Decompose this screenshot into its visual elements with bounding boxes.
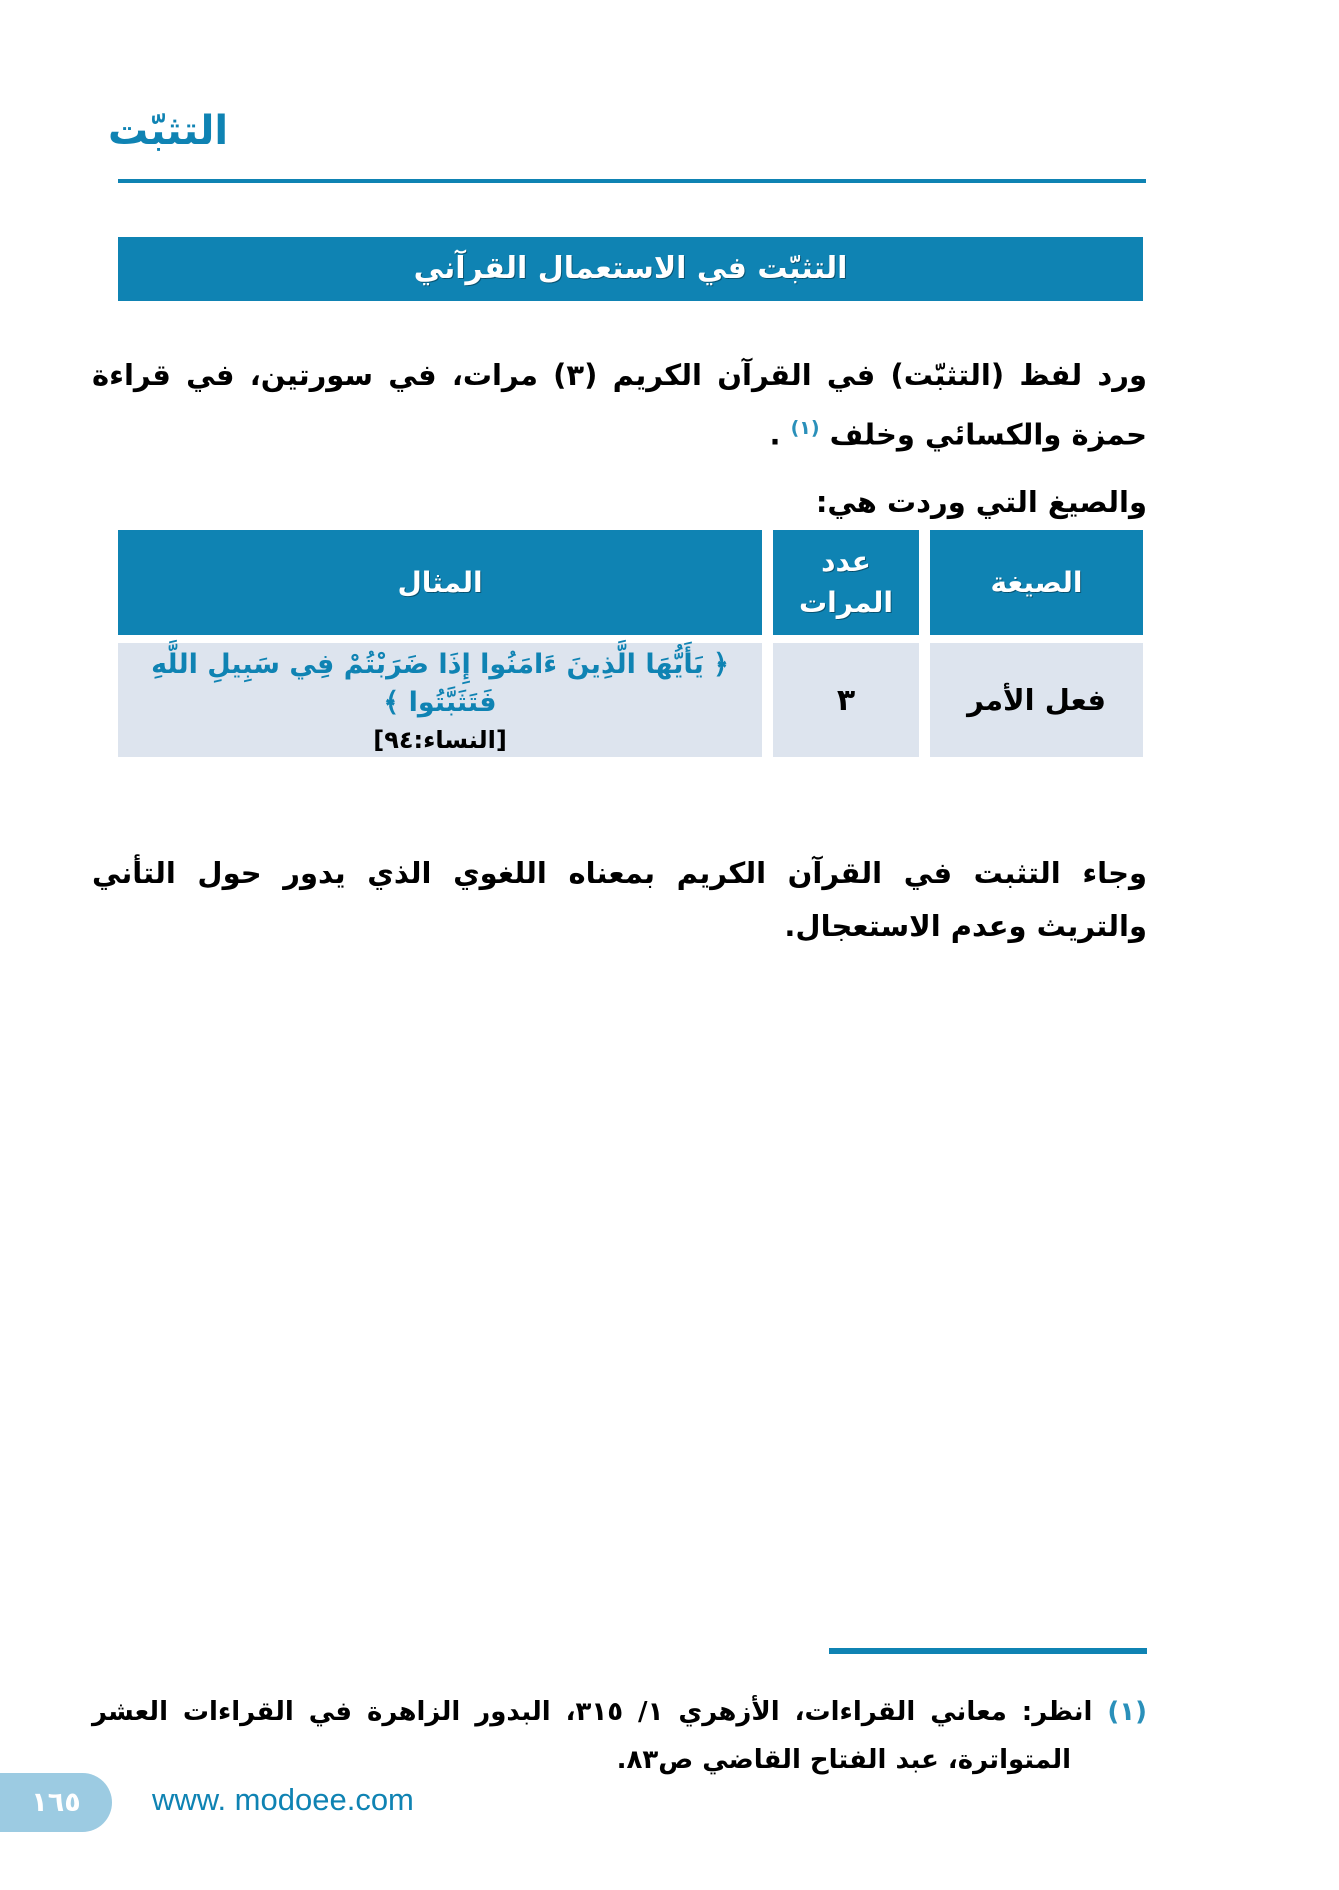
- column-header-example: المثال: [118, 530, 762, 635]
- intro-paragraph: [92, 349, 1147, 462]
- forms-lead-in: والصيغ التي وردت هي:: [815, 485, 1147, 519]
- count-value: ٣: [836, 682, 856, 718]
- forms-table: [118, 530, 1143, 757]
- quran-verse: ﴿ يَأَيُّهَا الَّذِينَ ءَامَنُوا إِذَا ضَرَبْتُمْ فِي سَبِيلِ اللَّهِ فَتَثَبَّتُوا ﴾: [151, 649, 729, 718]
- footnote: [92, 1688, 1147, 1784]
- footnote-marker: (١): [1107, 1697, 1147, 1727]
- table-header-row: [118, 530, 1143, 635]
- footnote-divider-rule: [829, 1648, 1147, 1654]
- cell-count: [773, 643, 919, 757]
- table-row: [118, 643, 1143, 757]
- meaning-paragraph: وجاء التثبت في القرآن الكريم بمعناه اللغوي الذي يدور حول التأني والتريث وعدم الاستعجال.: [92, 856, 1147, 943]
- column-header-count: [773, 530, 919, 635]
- page-number-tab: [0, 1773, 112, 1832]
- header-divider-rule: [118, 179, 1146, 183]
- section-banner: التثبّت في الاستعمال القرآني: [118, 237, 1143, 301]
- footnote-text: انظر: معاني القراءات، الأزهري ١/ ٣١٥، البدور الزاهرة في القراءات العشر المتواترة، عبد الفتاح القاضي ص٨٣.: [92, 1697, 1108, 1775]
- page-number: ١٦٥: [31, 1787, 81, 1818]
- running-head-title: التثبّت: [108, 108, 229, 154]
- cell-example: [118, 643, 762, 757]
- footnote-reference-marker: (١): [790, 417, 820, 439]
- cell-form: [930, 643, 1143, 757]
- form-value: فعل الأمر: [967, 683, 1106, 717]
- column-header-form: الصيغة: [930, 530, 1143, 635]
- verse-reference: [النساء:٩٤]: [373, 725, 507, 754]
- intro-paragraph-text: ورد لفظ (التثبّت) في القرآن الكريم (٣) مرات، في سورتين، في قراءة حمزة والكسائي وخلف: [92, 358, 1147, 452]
- intro-paragraph-period: .: [769, 417, 791, 452]
- column-header-count-label: عدد المرات: [798, 544, 894, 619]
- website-link[interactable]: www. modoee.com: [152, 1782, 414, 1817]
